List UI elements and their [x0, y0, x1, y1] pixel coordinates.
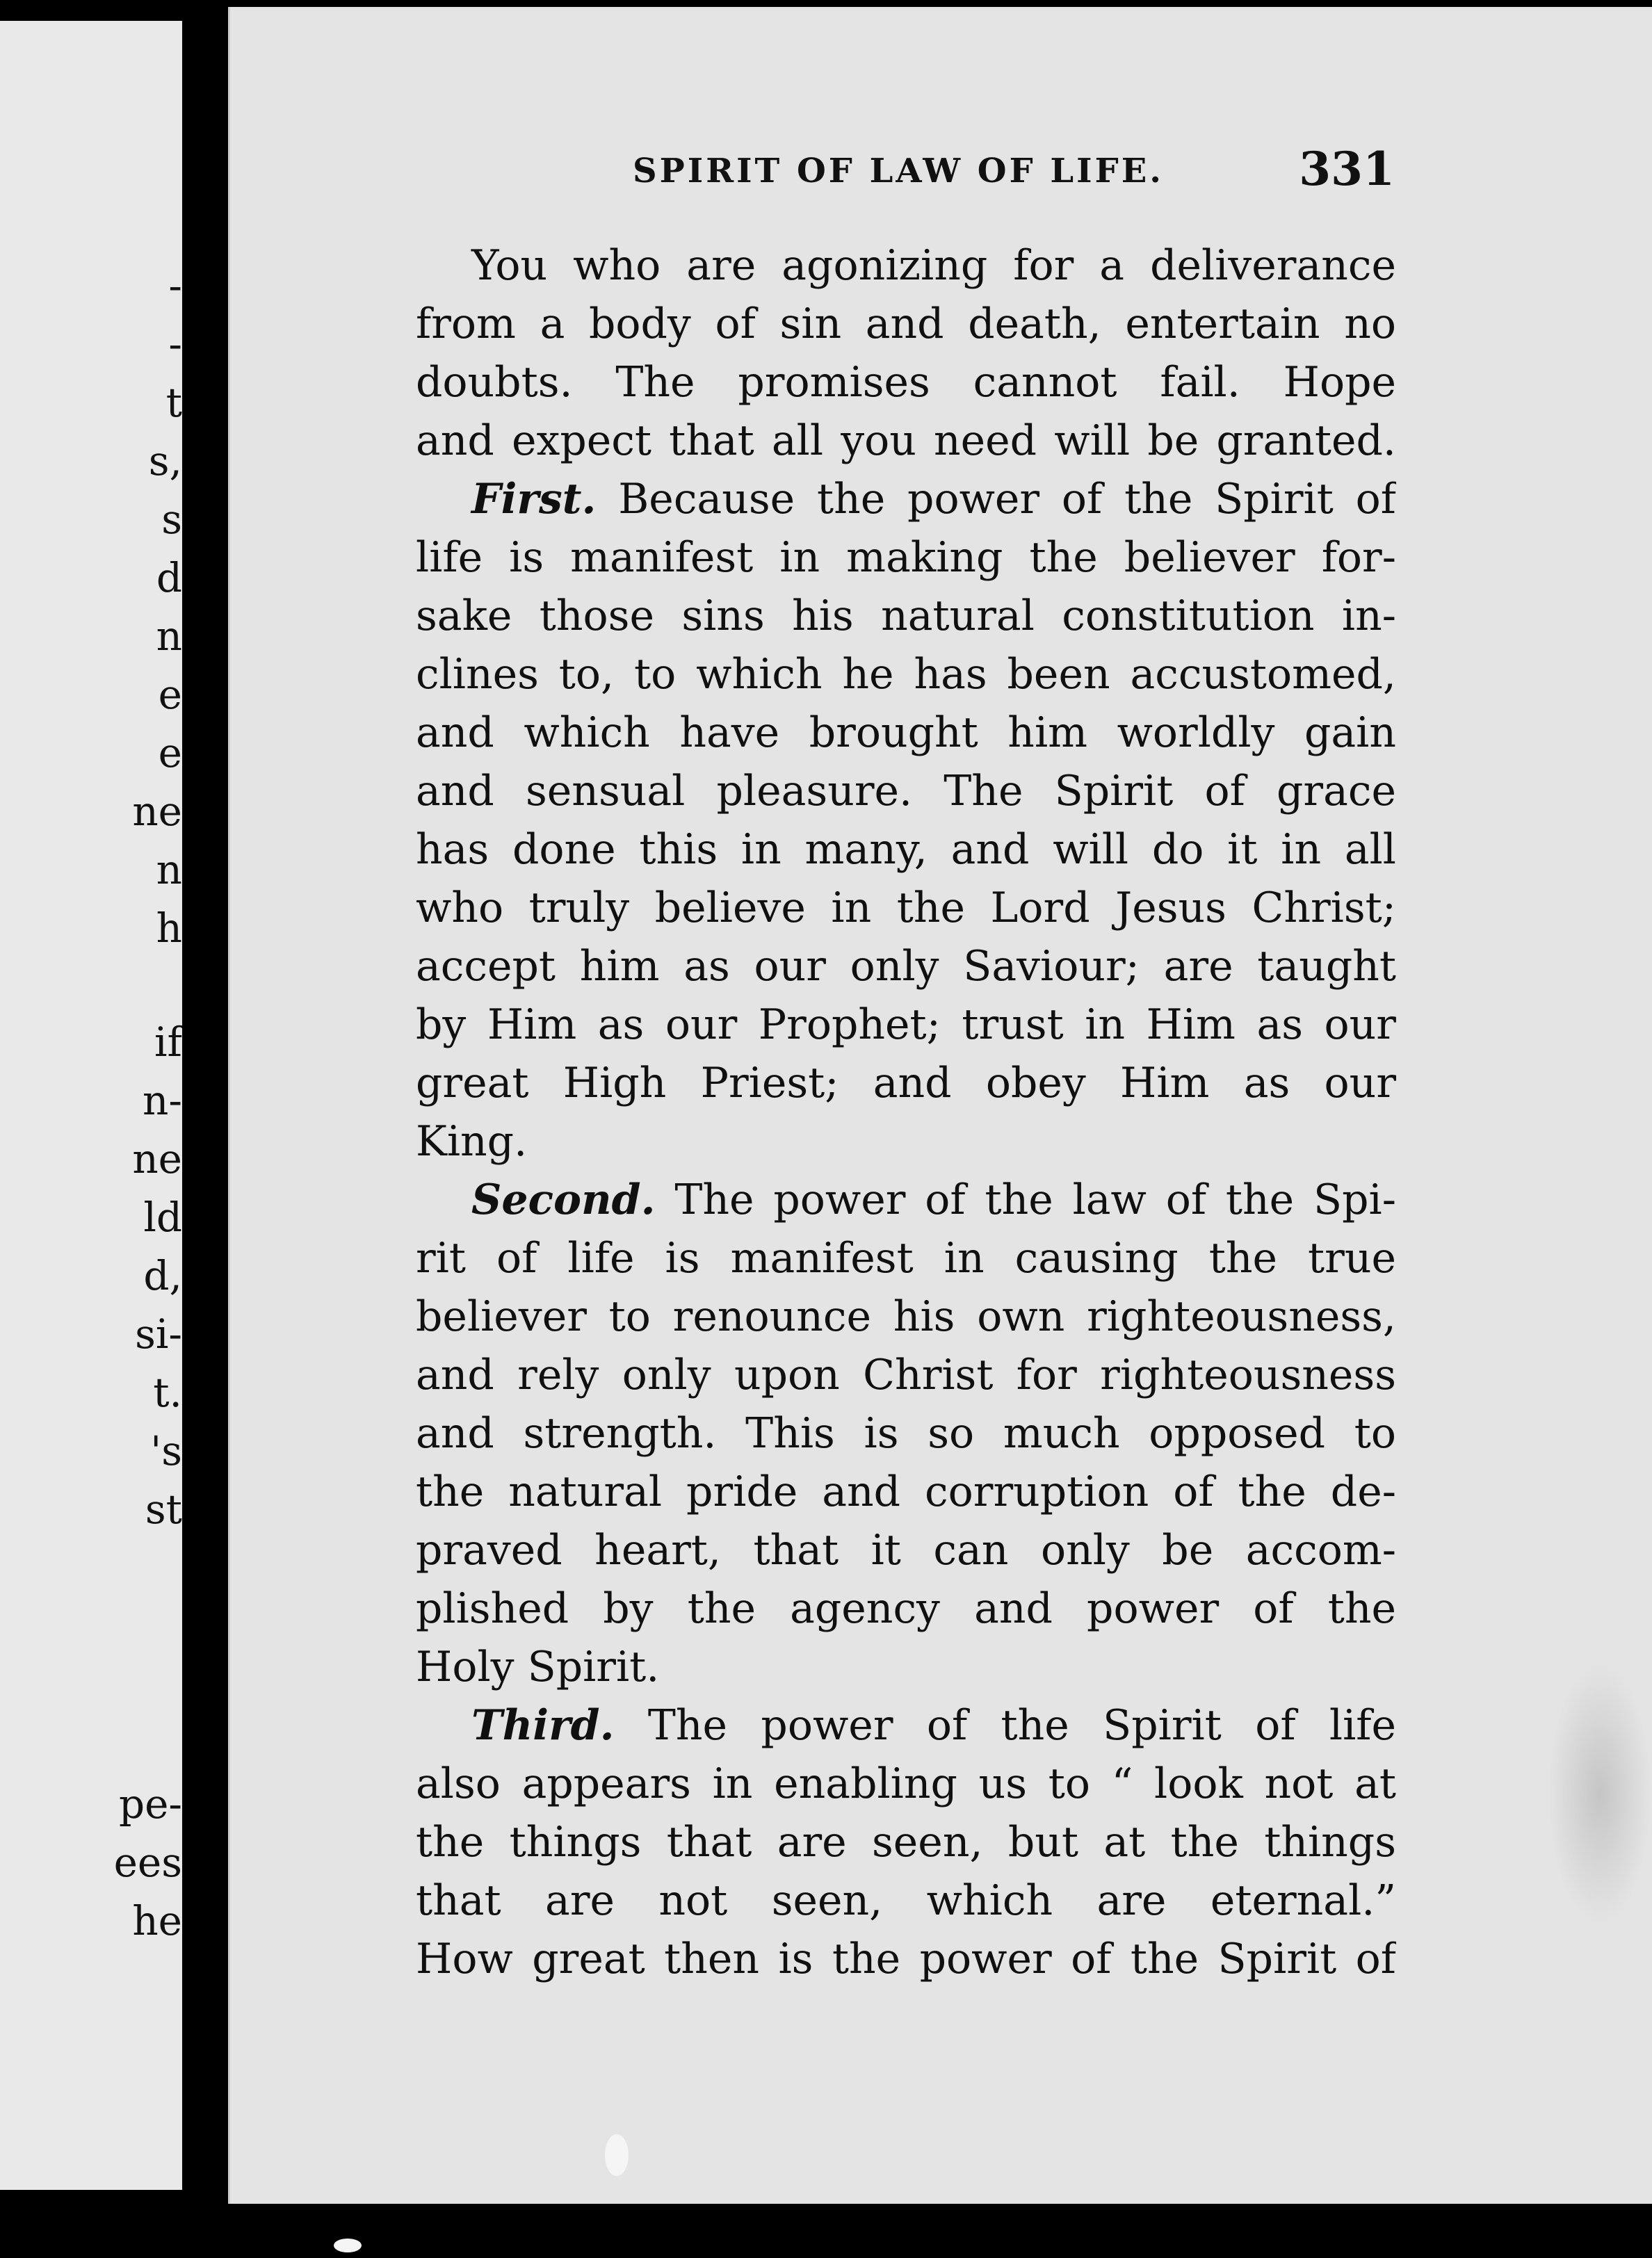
facing-line: ees — [113, 1839, 182, 1886]
text-line: that are not seen, which are eternal.” — [416, 1876, 1396, 1925]
paper-blemish — [605, 2134, 629, 2176]
paper-blemish — [334, 2239, 362, 2252]
paragraph-lead: Second. — [471, 1176, 656, 1224]
facing-line: s — [161, 496, 182, 543]
facing-page-fragment — [0, 21, 182, 2190]
text-line: rit of life is manifest in causing the true — [416, 1234, 1396, 1283]
facing-line: n- — [143, 1077, 182, 1124]
text-line — [416, 470, 1396, 528]
text-line: and sensual pleasure. The Spirit of grace — [416, 767, 1396, 815]
text-line — [416, 1171, 1396, 1229]
paragraph — [416, 236, 1396, 470]
text-line — [416, 1696, 1396, 1755]
text-line: from a body of sin and death, entertain no — [416, 300, 1396, 348]
text-line: Holy Spirit. — [416, 1643, 660, 1691]
facing-line: d, — [143, 1252, 182, 1299]
text-line-body: The power of the Spirit of life — [647, 1701, 1396, 1750]
text-line: clines to, to which he has been accustomed, — [416, 650, 1396, 699]
paragraph — [416, 1171, 1396, 1696]
text-line: believer to renounce his own righteousness, — [416, 1292, 1396, 1341]
running-title: SPIRIT OF LAW OF LIFE. — [633, 152, 1164, 190]
text-line: King. — [416, 1117, 528, 1166]
text-line: life is manifest in making the believer for- — [416, 533, 1396, 582]
facing-line: ne — [132, 788, 182, 835]
text-line: plished by the agency and power of the — [416, 1584, 1396, 1633]
text-line: sake those sins his natural constitution in- — [416, 592, 1396, 640]
text-line: doubts. The promises cannot fail. Hope — [416, 358, 1396, 407]
text-line: praved heart, that it can only be accom- — [416, 1526, 1396, 1575]
facing-line: s, — [148, 437, 182, 485]
text-line: and which have brought him worldly gain — [416, 708, 1396, 757]
page-number: 331 — [1299, 142, 1395, 196]
facing-line: if — [154, 1018, 182, 1066]
text-line: and expect that all you need will be granted. — [416, 416, 1396, 465]
facing-line: si- — [135, 1310, 182, 1358]
facing-line: - — [168, 320, 182, 368]
facing-line: pe- — [118, 1780, 182, 1828]
text-line: great High Priest; and obey Him as our — [416, 1059, 1396, 1107]
text-line: How great then is the power of the Spirit of — [416, 1935, 1396, 1983]
paragraph-lead: First. — [471, 475, 597, 523]
facing-line: e — [158, 671, 182, 718]
facing-line: 's — [150, 1427, 182, 1475]
paragraph-lead: Third. — [471, 1701, 615, 1750]
text-line: accept him as our only Saviour; are taught — [416, 942, 1396, 991]
facing-line: h — [156, 904, 182, 952]
page-stain — [1548, 1662, 1652, 1926]
text-line: the things that are seen, but at the things — [416, 1818, 1396, 1867]
body-text — [416, 236, 1396, 1988]
paragraph — [416, 1696, 1396, 1988]
text-line: and strength. This is so much opposed to — [416, 1409, 1396, 1458]
facing-line: ld — [143, 1194, 182, 1241]
text-line: and rely only upon Christ for righteousness — [416, 1351, 1396, 1399]
text-line: who truly believe in the Lord Jesus Christ; — [416, 884, 1396, 932]
facing-line: t. — [153, 1369, 182, 1416]
running-head — [396, 139, 1395, 202]
facing-line: he — [132, 1897, 182, 1944]
text-line: the natural pride and corruption of the de- — [416, 1468, 1396, 1516]
text-line: by Him as our Prophet; trust in Him as our — [416, 1000, 1396, 1049]
facing-line: - — [168, 262, 182, 309]
facing-line: n — [156, 612, 182, 660]
facing-line: d — [156, 554, 182, 601]
paragraph — [416, 470, 1396, 1171]
facing-line: t — [165, 379, 182, 426]
facing-line: st — [145, 1486, 182, 1533]
facing-line: n — [156, 846, 182, 893]
text-line-body: The power of the law of the Spi- — [674, 1176, 1396, 1224]
text-line: has done this in many, and will do it in all — [416, 825, 1396, 874]
text-line-body: Because the power of the Spirit of — [618, 475, 1396, 523]
text-line: also appears in enabling us to “ look not at — [416, 1760, 1396, 1808]
facing-line: ne — [132, 1135, 182, 1183]
facing-line: e — [158, 729, 182, 777]
text-line: You who are agonizing for a deliverance — [471, 241, 1396, 290]
